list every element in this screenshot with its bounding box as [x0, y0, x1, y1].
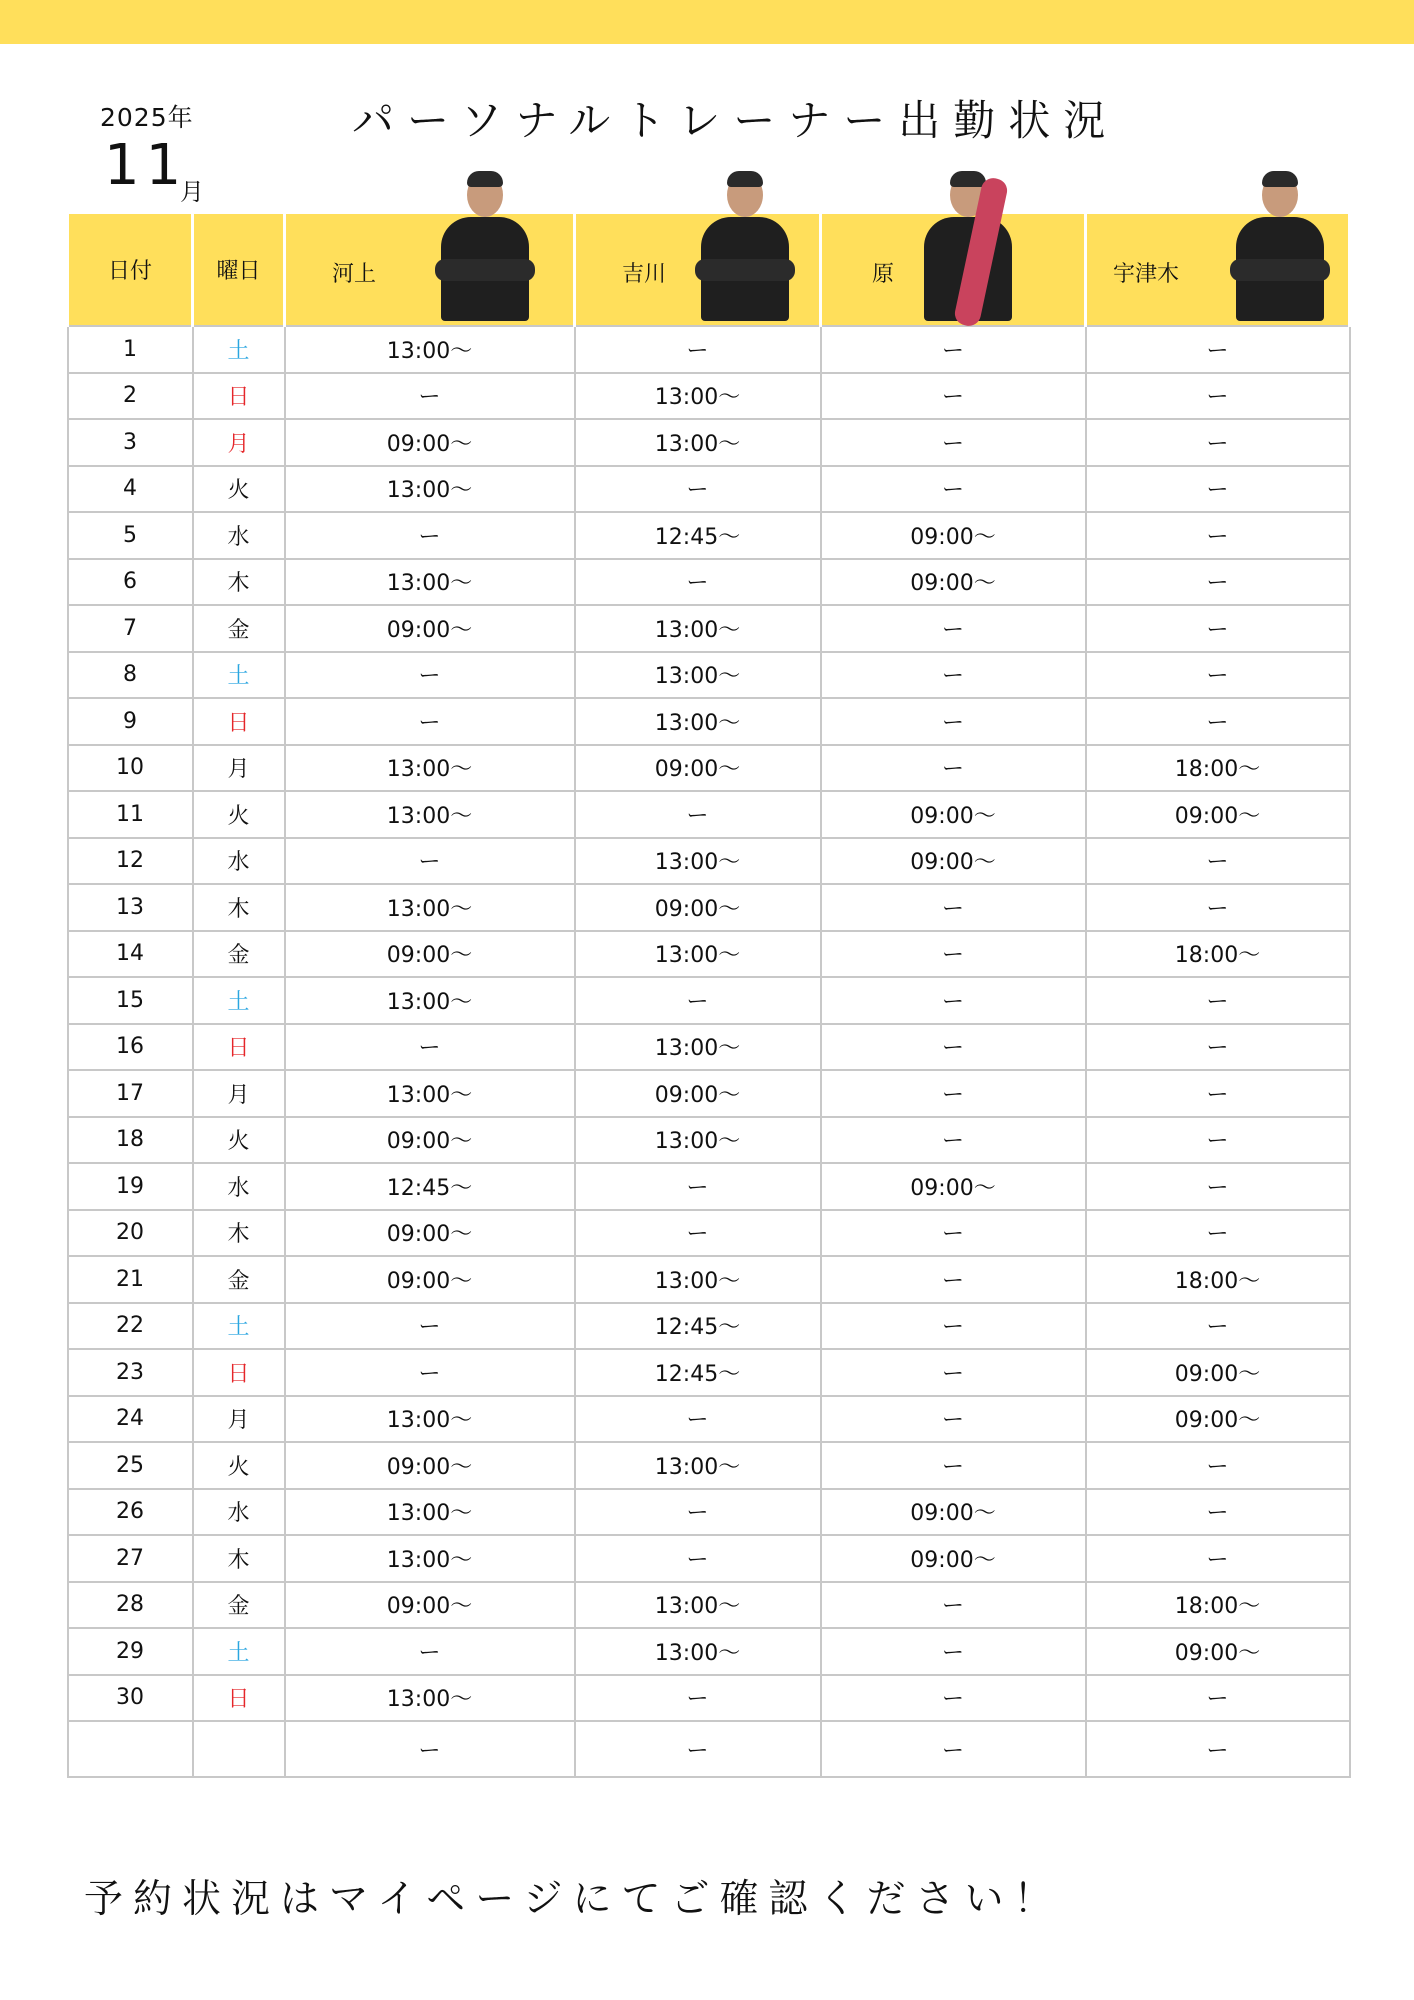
weekday-cell: 金: [193, 605, 285, 652]
table-header-row: [68, 214, 1350, 326]
weekday-cell: 水: [193, 838, 285, 885]
shift-cell: 18:00～: [1086, 1256, 1350, 1303]
table-row: [68, 419, 1350, 466]
table-row: [68, 1024, 1350, 1071]
shift-cell: 12:45～: [575, 1303, 821, 1350]
shift-cell: ー: [821, 1303, 1086, 1350]
shift-cell: ー: [821, 1675, 1086, 1722]
date-cell: 10: [68, 745, 193, 792]
weekday-cell: 金: [193, 1582, 285, 1629]
shift-cell: ー: [821, 1024, 1086, 1071]
shift-cell: ー: [1086, 1489, 1350, 1536]
weekday-cell: 月: [193, 419, 285, 466]
shift-cell: ー: [575, 1163, 821, 1210]
date-cell: 12: [68, 838, 193, 885]
date-cell: 19: [68, 1163, 193, 1210]
date-cell: 27: [68, 1535, 193, 1582]
weekday-cell: 火: [193, 1442, 285, 1489]
table-row: [68, 1489, 1350, 1536]
shift-cell: ー: [821, 931, 1086, 978]
shift-cell: ー: [821, 1210, 1086, 1257]
shift-cell: 09:00～: [285, 1117, 575, 1164]
date-cell: 24: [68, 1396, 193, 1443]
trainer-photo: [429, 173, 539, 323]
shift-cell: 09:00～: [821, 1489, 1086, 1536]
shift-cell: 09:00～: [575, 1070, 821, 1117]
shift-cell: 13:00～: [575, 698, 821, 745]
trainer-photo: [912, 173, 1022, 323]
table-row: [68, 931, 1350, 978]
shift-cell: ー: [575, 1721, 821, 1777]
shift-cell: ー: [821, 1070, 1086, 1117]
shift-cell: ー: [1086, 652, 1350, 699]
shift-cell: 13:00～: [575, 605, 821, 652]
shift-cell: 13:00～: [285, 745, 575, 792]
date-cell: 8: [68, 652, 193, 699]
table-row: [68, 1303, 1350, 1350]
shift-cell: 09:00～: [1086, 1628, 1350, 1675]
shift-cell: 13:00～: [575, 1628, 821, 1675]
shift-cell: ー: [1086, 419, 1350, 466]
header-trainer-hara: [821, 214, 1086, 326]
shift-cell: 13:00～: [285, 1489, 575, 1536]
shift-cell: ー: [1086, 1442, 1350, 1489]
shift-cell: ー: [821, 1117, 1086, 1164]
weekday-cell: 火: [193, 1117, 285, 1164]
date-cell: 5: [68, 512, 193, 559]
shift-cell: 13:00～: [575, 1024, 821, 1071]
weekday-cell: 日: [193, 698, 285, 745]
shift-cell: 09:00～: [1086, 1396, 1350, 1443]
table-row: [68, 1070, 1350, 1117]
shift-cell: 18:00～: [1086, 1582, 1350, 1629]
header-trainer-kawakami: [285, 214, 575, 326]
shift-cell: 13:00～: [575, 1582, 821, 1629]
shift-cell: 09:00～: [821, 559, 1086, 606]
shift-cell: 13:00～: [575, 1117, 821, 1164]
shift-cell: ー: [1086, 1303, 1350, 1350]
shift-cell: ー: [575, 326, 821, 373]
shift-cell: ー: [821, 326, 1086, 373]
shift-cell: 13:00～: [285, 884, 575, 931]
table-row: [68, 838, 1350, 885]
shift-cell: ー: [1086, 1070, 1350, 1117]
shift-cell: 13:00～: [575, 1442, 821, 1489]
shift-cell: ー: [285, 1303, 575, 1350]
weekday-cell: 水: [193, 1163, 285, 1210]
shift-cell: ー: [821, 466, 1086, 513]
date-cell: 6: [68, 559, 193, 606]
shift-cell: 09:00～: [285, 419, 575, 466]
shift-cell: 13:00～: [575, 838, 821, 885]
weekday-cell: 水: [193, 512, 285, 559]
shift-cell: ー: [575, 1489, 821, 1536]
shift-cell: ー: [821, 1628, 1086, 1675]
date-cell: 9: [68, 698, 193, 745]
weekday-cell: 日: [193, 373, 285, 420]
date-cell: 23: [68, 1349, 193, 1396]
shift-cell: ー: [1086, 1675, 1350, 1722]
trainer-name: 宇津木: [1113, 262, 1180, 287]
shift-cell: ー: [1086, 1117, 1350, 1164]
trainer-photo: [689, 173, 799, 323]
date-cell: 25: [68, 1442, 193, 1489]
shift-cell: 12:45～: [285, 1163, 575, 1210]
shift-cell: ー: [821, 977, 1086, 1024]
weekday-cell: 土: [193, 652, 285, 699]
table-row: [68, 1210, 1350, 1257]
shift-cell: ー: [1086, 512, 1350, 559]
shift-cell: ー: [821, 1256, 1086, 1303]
table-row: [68, 1628, 1350, 1675]
date-cell: 30: [68, 1675, 193, 1722]
date-cell: 14: [68, 931, 193, 978]
weekday-cell: 火: [193, 466, 285, 513]
shift-cell: ー: [1086, 884, 1350, 931]
table-row: [68, 1721, 1350, 1777]
shift-cell: 13:00～: [285, 326, 575, 373]
date-cell: 17: [68, 1070, 193, 1117]
date-cell: 11: [68, 791, 193, 838]
shift-cell: ー: [1086, 1210, 1350, 1257]
table-row: [68, 791, 1350, 838]
header-trainer-yoshikawa: [575, 214, 821, 326]
shift-cell: 09:00～: [575, 884, 821, 931]
shift-cell: ー: [1086, 977, 1350, 1024]
shift-cell: ー: [285, 698, 575, 745]
shift-cell: ー: [575, 1535, 821, 1582]
shift-cell: 13:00～: [285, 1675, 575, 1722]
date-cell: 3: [68, 419, 193, 466]
shift-cell: ー: [285, 1349, 575, 1396]
table-row: [68, 884, 1350, 931]
shift-cell: 09:00～: [821, 791, 1086, 838]
shift-cell: 09:00～: [575, 745, 821, 792]
reservation-note: 予約状況はマイページにてご確認ください！: [84, 1877, 1063, 1922]
shift-cell: 13:00～: [285, 466, 575, 513]
weekday-cell: 土: [193, 326, 285, 373]
shift-cell: 13:00～: [285, 1070, 575, 1117]
date-cell: 15: [68, 977, 193, 1024]
weekday-cell: 土: [193, 1628, 285, 1675]
shift-cell: ー: [821, 745, 1086, 792]
shift-cell: ー: [285, 652, 575, 699]
table-row: [68, 977, 1350, 1024]
shift-cell: ー: [821, 1721, 1086, 1777]
shift-cell: ー: [285, 838, 575, 885]
weekday-cell: 木: [193, 1535, 285, 1582]
shift-cell: ー: [575, 1210, 821, 1257]
date-cell: 28: [68, 1582, 193, 1629]
month-suffix: 月: [180, 178, 204, 206]
shift-cell: ー: [821, 605, 1086, 652]
shift-cell: ー: [1086, 373, 1350, 420]
shift-cell: ー: [285, 512, 575, 559]
date-cell: 18: [68, 1117, 193, 1164]
table-row: [68, 1442, 1350, 1489]
header-trainer-utsugi: [1086, 214, 1350, 326]
header-date: 日付: [68, 214, 193, 326]
shift-cell: ー: [1086, 1721, 1350, 1777]
weekday-cell: 金: [193, 931, 285, 978]
shift-cell: ー: [575, 1675, 821, 1722]
date-cell: 4: [68, 466, 193, 513]
weekday-cell: 水: [193, 1489, 285, 1536]
attendance-table: [66, 214, 1351, 1778]
date-cell: 26: [68, 1489, 193, 1536]
weekday-cell: 木: [193, 884, 285, 931]
table-row: [68, 1582, 1350, 1629]
shift-cell: 13:00～: [285, 977, 575, 1024]
table-row: [68, 1675, 1350, 1722]
shift-cell: 09:00～: [1086, 1349, 1350, 1396]
shift-cell: 13:00～: [575, 652, 821, 699]
shift-cell: ー: [1086, 698, 1350, 745]
shift-cell: ー: [285, 1024, 575, 1071]
weekday-cell: 日: [193, 1024, 285, 1071]
shift-cell: 18:00～: [1086, 931, 1350, 978]
shift-cell: 09:00～: [285, 1582, 575, 1629]
shift-cell: ー: [821, 1582, 1086, 1629]
shift-cell: 09:00～: [821, 1535, 1086, 1582]
table-row: [68, 1163, 1350, 1210]
date-cell: [68, 1721, 193, 1777]
date-cell: 16: [68, 1024, 193, 1071]
shift-cell: ー: [821, 698, 1086, 745]
shift-cell: ー: [821, 884, 1086, 931]
shift-cell: 09:00～: [821, 512, 1086, 559]
shift-cell: ー: [1086, 1535, 1350, 1582]
weekday-cell: 月: [193, 1070, 285, 1117]
shift-cell: 09:00～: [285, 1210, 575, 1257]
shift-cell: ー: [285, 1628, 575, 1675]
shift-cell: ー: [821, 1396, 1086, 1443]
weekday-cell: 火: [193, 791, 285, 838]
shift-cell: 09:00～: [821, 1163, 1086, 1210]
weekday-cell: 金: [193, 1256, 285, 1303]
shift-cell: ー: [821, 1349, 1086, 1396]
shift-cell: 12:45～: [575, 512, 821, 559]
date-cell: 1: [68, 326, 193, 373]
shift-cell: ー: [1086, 1024, 1350, 1071]
top-accent-bar: [0, 0, 1414, 44]
shift-cell: ー: [821, 1442, 1086, 1489]
header-weekday: 曜日: [193, 214, 285, 326]
shift-cell: 13:00～: [575, 373, 821, 420]
table-row: [68, 652, 1350, 699]
table-row: [68, 1535, 1350, 1582]
table-row: [68, 1349, 1350, 1396]
table-row: [68, 326, 1350, 373]
table-row: [68, 1117, 1350, 1164]
table-row: [68, 466, 1350, 513]
year-label: 2025年: [100, 103, 194, 132]
date-cell: 22: [68, 1303, 193, 1350]
shift-cell: ー: [821, 373, 1086, 420]
trainer-name: 吉川: [622, 262, 667, 287]
shift-cell: ー: [575, 977, 821, 1024]
table-row: [68, 605, 1350, 652]
table-row: [68, 1256, 1350, 1303]
date-cell: 13: [68, 884, 193, 931]
table-body: [68, 326, 1350, 1777]
date-cell: 7: [68, 605, 193, 652]
shift-cell: ー: [575, 559, 821, 606]
shift-cell: ー: [821, 652, 1086, 699]
weekday-cell: [193, 1721, 285, 1777]
trainer-photo: [1224, 173, 1334, 323]
shift-cell: ー: [285, 373, 575, 420]
weekday-cell: 日: [193, 1349, 285, 1396]
table-row: [68, 512, 1350, 559]
shift-cell: 09:00～: [285, 931, 575, 978]
shift-cell: 09:00～: [821, 838, 1086, 885]
page-title: パーソナルトレーナー出勤状況: [352, 96, 1119, 145]
shift-cell: ー: [1086, 559, 1350, 606]
shift-cell: 13:00～: [285, 1535, 575, 1582]
shift-cell: 13:00～: [575, 1256, 821, 1303]
shift-cell: 13:00～: [575, 419, 821, 466]
shift-cell: 09:00～: [285, 1256, 575, 1303]
weekday-cell: 木: [193, 559, 285, 606]
shift-cell: ー: [1086, 605, 1350, 652]
shift-cell: ー: [575, 791, 821, 838]
table-row: [68, 559, 1350, 606]
shift-cell: ー: [1086, 326, 1350, 373]
shift-cell: ー: [1086, 1163, 1350, 1210]
shift-cell: 09:00～: [285, 605, 575, 652]
weekday-cell: 土: [193, 1303, 285, 1350]
weekday-cell: 月: [193, 745, 285, 792]
shift-cell: 09:00～: [1086, 791, 1350, 838]
shift-cell: 12:45～: [575, 1349, 821, 1396]
shift-cell: 13:00～: [285, 1396, 575, 1443]
shift-cell: ー: [285, 1721, 575, 1777]
date-cell: 21: [68, 1256, 193, 1303]
weekday-cell: 土: [193, 977, 285, 1024]
trainer-name: 河上: [332, 262, 377, 287]
weekday-cell: 月: [193, 1396, 285, 1443]
shift-cell: 09:00～: [285, 1442, 575, 1489]
shift-cell: ー: [1086, 838, 1350, 885]
table-row: [68, 373, 1350, 420]
shift-cell: 13:00～: [285, 791, 575, 838]
date-cell: 2: [68, 373, 193, 420]
shift-cell: ー: [575, 1396, 821, 1443]
table-row: [68, 1396, 1350, 1443]
trainer-name: 原: [872, 262, 895, 287]
table-row: [68, 698, 1350, 745]
weekday-cell: 木: [193, 1210, 285, 1257]
table-row: [68, 745, 1350, 792]
month-number: 11: [104, 133, 188, 198]
shift-cell: ー: [821, 419, 1086, 466]
date-cell: 20: [68, 1210, 193, 1257]
shift-cell: ー: [1086, 466, 1350, 513]
shift-cell: 18:00～: [1086, 745, 1350, 792]
date-cell: 29: [68, 1628, 193, 1675]
shift-cell: 13:00～: [285, 559, 575, 606]
shift-cell: ー: [575, 466, 821, 513]
weekday-cell: 日: [193, 1675, 285, 1722]
shift-cell: 13:00～: [575, 931, 821, 978]
